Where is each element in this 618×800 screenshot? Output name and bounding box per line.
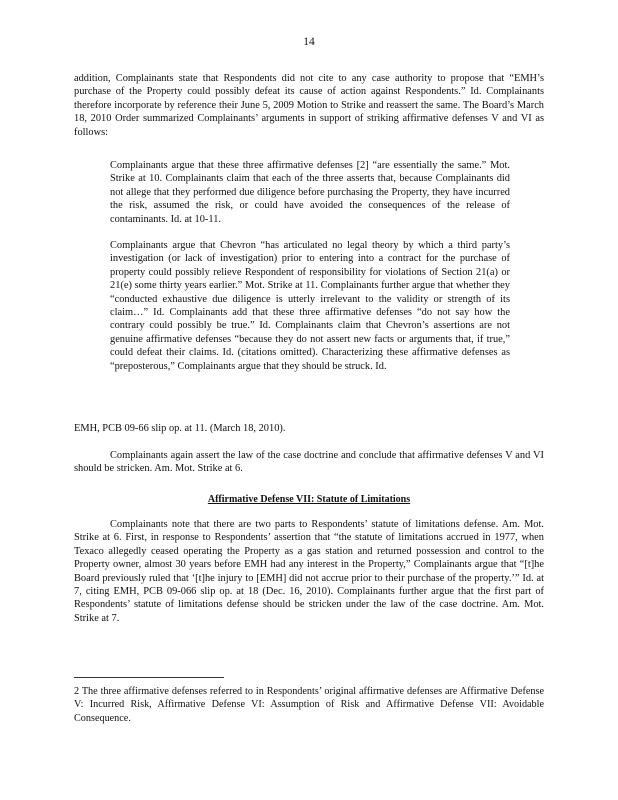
block-quote-second: Complainants argue that Chevron “has articulated no legal theory by which a third party’s investigation (or lack of investigation) prior to entering into a contract for the purchase of property could possibly relieve Respondent of responsibility for violations of Section 21(a) or 21(e) some thirty years earlier.” Mot. Strike at 11. Complainants further argue that whether they “conducted exhaustive due diligence is utterly irrelevant to the validity or strength of its claim…” Id. Complainants add that these three affirmative defenses “do not say how the contrary could possibly be true.” Id. Complainants claim that Chevron’s assertions are not genuine affirmative defenses “because they do not assert new facts or arguments that, if true,” could defeat their claims. Id. (citations omitted). Characterizing these affirmative defenses as “preposterous,” Complainants argue that they should be struck. Id. (110, 240, 510, 372)
section-heading: Affirmative Defense VII: Statute of Limitations (207, 494, 411, 505)
paragraph-intro: addition, Complainants state that Respondents did not cite to any case authority to propose that “EMH’s purchase of the Property could possibly defeat its cause of action against Respondents.” Id. Complainants therefore incorporate by reference their June 5, 2009 Motion to Strike and reassert the same. The Board’s March 18, 2010 Order summarized Complainants’ arguments in support of striking affirmative defenses V and VI as follows: (74, 73, 544, 138)
citation-line: EMH, PCB 09-66 slip op. at 11. (March 18, 2010). (74, 423, 286, 434)
footnote-divider (74, 677, 224, 678)
paragraph-law-of-case: Complainants again assert the law of the case doctrine and conclude that affirmative defenses V and VI should be stricken. Am. Mot. Strike at 6. (74, 450, 544, 475)
block-quote-first: Complainants argue that these three affirmative defenses [2] “are essentially the same.” Mot. Strike at 10. Complainants claim that each of the three asserts that, because Complainants did not allege that they performed due diligence before purchasing the Property, they have incurred the risk, assumed the risk, or could have avoided the consequences of the release of contaminants. Id. at 10-11. (110, 160, 510, 225)
paragraph-statute-of-limitations: Complainants note that there are two parts to Respondents’ statute of limitations defense. Am. Mot. Strike at 6. First, in response to Respondents’ assertion that “the statute of limitations accrued in 1977, when Texaco allegedly ceased operating the Property as a gas station and returned possession and control to the Property owner, almost 30 years before EMH had any interest in the Property,” Complainants argue that “[t]he Board previously ruled that ‘[t]he injury to [EMH] did not accrue prior to their purchase of the property.’” Id. at 7, citing EMH, PCB 09-066 slip op. at 18 (Dec. 16, 2010). Complainants further argue that the first part of Respondents’ statute of limitations defense should be stricken under the law of the case doctrine. Am. Mot. Strike at 7. (74, 519, 544, 624)
page-number: 14 (303, 36, 315, 48)
footnote: 2 The three affirmative defenses referred to in Respondents’ original affirmative defenses are Affirmative Defense V: Incurred Risk, Affirmative Defense VI: Assumption of Risk and Affirmative Defense VII: Avoidable Consequence. (74, 686, 544, 724)
